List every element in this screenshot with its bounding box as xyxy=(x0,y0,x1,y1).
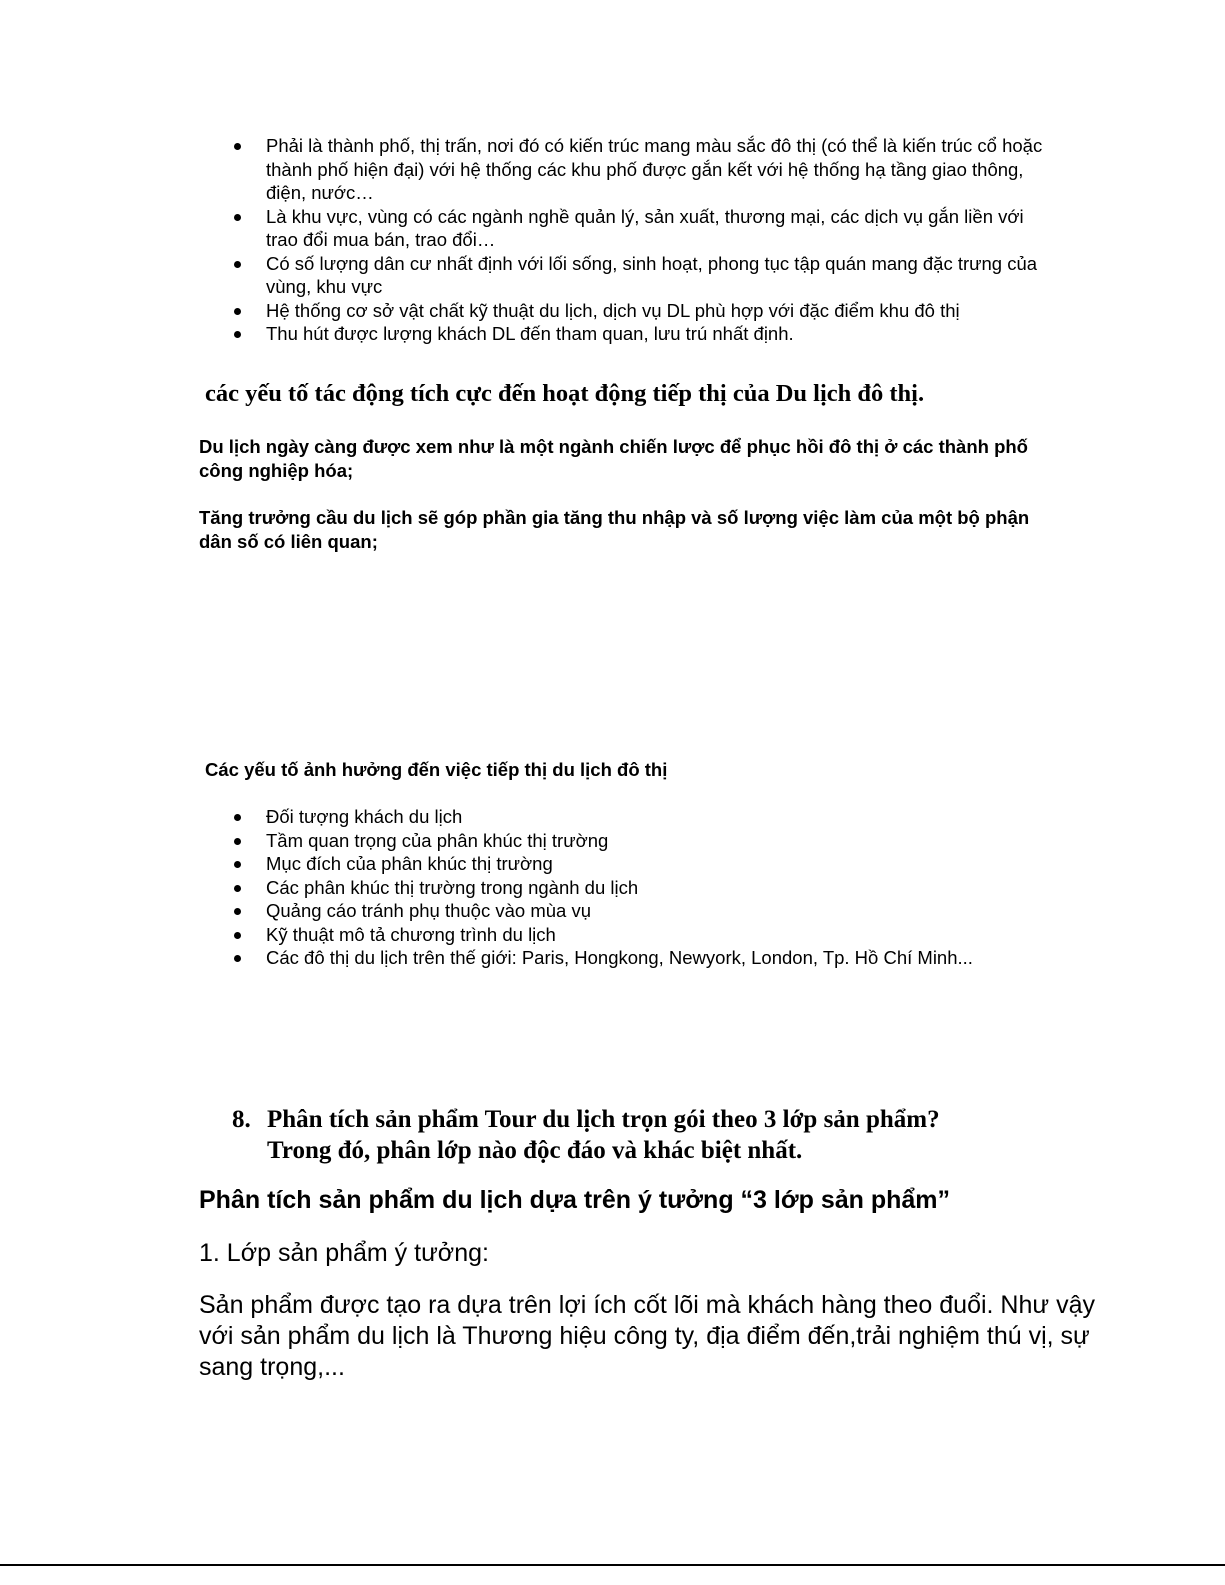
layer-title: 1. Lớp sản phẩm ý tưởng: xyxy=(199,1239,489,1267)
positive-factor-paragraph: Tăng trưởng cầu du lịch sẽ góp phần gia tăng thu nhập và số lượng việc làm của một bộ phận dân số có liên quan; xyxy=(199,507,1030,552)
influencing-factors-heading: Các yếu tố ảnh hưởng đến việc tiếp thị du lịch đô thị xyxy=(205,759,668,780)
list-item-text: Quảng cáo tránh phụ thuộc vào mùa vụ xyxy=(266,900,591,921)
list-item xyxy=(234,829,1044,853)
list-item-text: Các phân khúc thị trường trong ngành du lịch xyxy=(266,876,639,898)
bullet-icon xyxy=(234,838,241,845)
list-item xyxy=(234,299,1044,323)
list-item xyxy=(234,134,1044,205)
list-item-text: Kỹ thuật mô tả chương trình du lịch xyxy=(266,923,556,945)
body-paragraph: Sản phẩm được tạo ra dựa trên lợi ích cốt lõi mà khách hàng theo đuổi. Như vậy với sản phẩm du lịch là Thương hiệu công ty, địa điểm đến,trải nghiệm thú vị, sự sang trọng,... xyxy=(199,1291,1095,1381)
list-item xyxy=(234,252,1044,299)
bullet-icon xyxy=(234,885,241,892)
list-item-text: Các đô thị du lịch trên thế giới: Paris, Hongkong, Newyork, London, Tp. Hồ Chí Minh... xyxy=(266,947,973,968)
list-item-text: Thu hút được lượng khách DL đến tham quan, lưu trú nhất định. xyxy=(266,323,794,344)
list-item-text: Hệ thống cơ sở vật chất kỹ thuật du lịch, dịch vụ DL phù hợp với đặc điểm khu đô thị xyxy=(266,299,960,321)
analysis-title: Phân tích sản phẩm du lịch dựa trên ý tưởng “3 lớp sản phẩm” xyxy=(199,1186,951,1214)
bullet-icon xyxy=(234,955,241,962)
list-item xyxy=(234,876,1044,900)
bullet-icon xyxy=(234,814,241,821)
list-item-text: Mục đích của phân khúc thị trường xyxy=(266,853,553,874)
urban-criteria-list xyxy=(234,134,1044,346)
bullet-icon xyxy=(234,308,241,315)
list-item-text: Tầm quan trọng của phân khúc thị trường xyxy=(266,829,609,851)
bullet-icon xyxy=(234,214,241,221)
bullet-icon xyxy=(234,861,241,868)
bullet-icon xyxy=(234,908,241,915)
list-item xyxy=(234,946,1044,970)
question-line: Phân tích sản phẩm Tour du lịch trọn gói theo 3 lớp sản phẩm? xyxy=(267,1106,940,1133)
list-item-text: Phải là thành phố, thị trấn, nơi đó có kiến trúc mang màu sắc đô thị (có thể là kiến trúc cổ hoặc thành phố hiện đại) với hệ thống các khu phố được gắn kết với hệ thống hạ tầng giao thông, điện, nước… xyxy=(266,135,1043,203)
list-item xyxy=(234,899,1044,923)
page-bottom-rule xyxy=(0,1564,1225,1566)
list-item xyxy=(234,852,1044,876)
list-item-text: Là khu vực, vùng có các ngành nghề quản lý, sản xuất, thương mại, các dịch vụ gắn liền với trao đổi mua bán, trao đổi… xyxy=(266,205,1024,250)
bullet-icon xyxy=(234,932,241,939)
question-number: 8. xyxy=(232,1106,251,1133)
list-item-text: Có số lượng dân cư nhất định với lối sống, sinh hoạt, phong tục tập quán mang đặc trưng của vùng, khu vực xyxy=(266,252,1038,297)
positive-factors-heading: các yếu tố tác động tích cực đến hoạt động tiếp thị của Du lịch đô thị. xyxy=(205,380,925,407)
list-item xyxy=(234,322,1044,346)
bullet-icon xyxy=(234,331,241,338)
influencing-factors-list xyxy=(234,805,1044,970)
list-item xyxy=(234,805,1044,829)
list-item xyxy=(234,205,1044,252)
list-item-text: Đối tượng khách du lịch xyxy=(266,806,463,827)
question-line: Trong đó, phân lớp nào độc đáo và khác biệt nhất. xyxy=(267,1137,803,1164)
question-8 xyxy=(232,1104,1032,1166)
bullet-icon xyxy=(234,261,241,268)
list-item xyxy=(234,923,1044,947)
positive-factor-paragraph: Du lịch ngày càng được xem như là một ngành chiến lược để phục hồi đô thị ở các thành phố công nghiệp hóa; xyxy=(199,436,1028,481)
bullet-icon xyxy=(234,143,241,150)
